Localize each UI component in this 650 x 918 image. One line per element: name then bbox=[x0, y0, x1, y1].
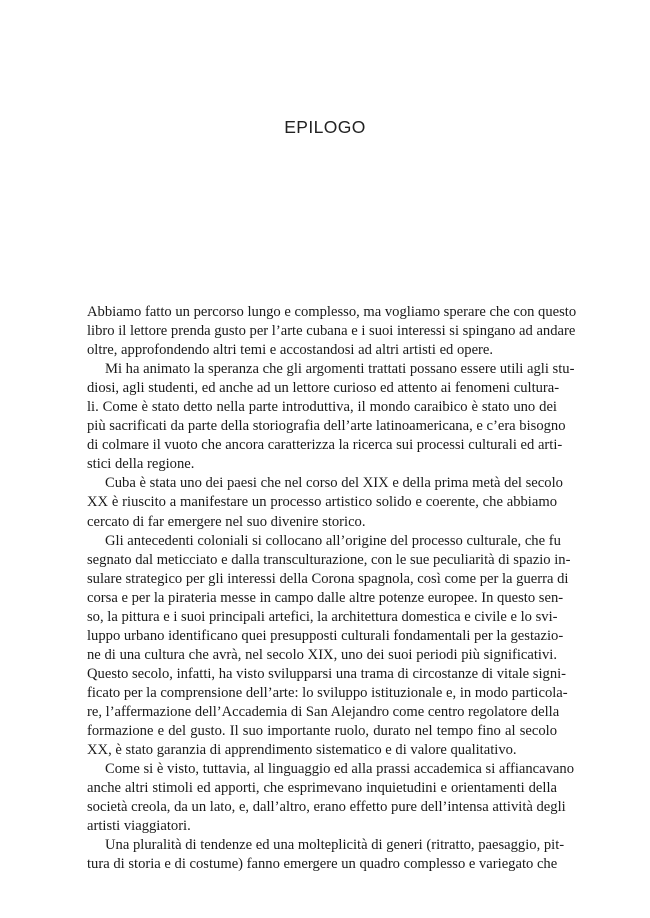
text-line: Come si è visto, tuttavia, al linguaggio ed alla prassi accademica si affiancavano bbox=[105, 761, 575, 778]
text-line: di colmare il vuoto che ancora caratterizza la ricerca sui processi culturali ed arti- bbox=[87, 437, 563, 454]
text-line: libro il lettore prenda gusto per l’arte cubana e i suoi interessi si spingano ad andare bbox=[87, 323, 576, 340]
text-line: Cuba è stata uno dei paesi che nel corso del XIX e della prima metà del secolo bbox=[105, 475, 563, 492]
chapter-title: EPILOGO bbox=[284, 117, 366, 137]
text-line: ne di una cultura che avrà, nel secolo XIX, uno dei suoi periodi più significativi. bbox=[87, 646, 557, 663]
text-line: tura di storia e di costume) fanno emergere un quadro complesso e variegato che bbox=[87, 856, 558, 873]
text-line: più sacrificati da parte della storiografia dell’arte latinoamericana, e c’era bisogno bbox=[87, 418, 566, 435]
text-line: formazione e del gusto. Il suo importante ruolo, durato nel tempo fino al secolo bbox=[87, 723, 557, 740]
text-line: Questo secolo, infatti, ha visto svilupparsi una trama di circostanze di vitale signi- bbox=[87, 665, 567, 682]
text-line: XX è riuscito a manifestare un processo artistico solido e coerente, che abbiamo bbox=[87, 494, 557, 511]
text-line: stici della regione. bbox=[87, 456, 195, 473]
text-line: luppo urbano identificano quei presupposti culturali fondamentali per la gestazio- bbox=[87, 627, 564, 644]
text-line: li. Come è stato detto nella parte introduttiva, il mondo caraibico è stato uno dei bbox=[87, 399, 557, 416]
text-line: corsa e per la pirateria messe in campo dalle altre potenze europee. In questo sen- bbox=[87, 589, 564, 606]
text-line: Gli antecedenti coloniali si collocano all’origine del processo culturale, che fu bbox=[105, 532, 561, 549]
text-line: Abbiamo fatto un percorso lungo e complesso, ma vogliamo sperare che con questo bbox=[87, 304, 577, 320]
text-line: ficato per la comprensione dell’arte: lo sviluppo istituzionale e, in modo particola- bbox=[87, 684, 568, 701]
text-line: anche altri stimoli ed apporti, che esprimevano inquietudini e orientamenti della bbox=[87, 780, 557, 797]
text-line: re, l’affermazione dell’Accademia di San Alejandro come centro regolatore della bbox=[87, 703, 560, 720]
text-line: cercato di far emergere nel suo divenire storico. bbox=[87, 513, 366, 530]
text-line: Mi ha animato la speranza che gli argomenti trattati possano essere utili agli stu- bbox=[105, 361, 575, 378]
text-line: società creola, da un lato, e, dall’altro, erano effetto pure dell’intensa attività degli bbox=[87, 799, 566, 816]
text-line: segnato dal meticciato e dalla transculturazione, con le sue peculiarità di spazio in- bbox=[87, 551, 571, 568]
text-line: artisti viaggiatori. bbox=[87, 818, 191, 835]
text-line: so, la pittura e i suoi principali artefici, la architettura domestica e civile e lo svi- bbox=[87, 608, 558, 625]
text-line: oltre, approfondendo altri temi e accostandosi ad altri artisti ed opere. bbox=[87, 342, 494, 359]
text-line: diosi, agli studenti, ed anche ad un lettore curioso ed attento ai fenomeni cultura- bbox=[87, 380, 560, 397]
text-line: XX, è stato garanzia di apprendimento sistematico e di valore qualitativo. bbox=[87, 742, 517, 759]
body-text bbox=[87, 303, 577, 874]
text-line: Una pluralità di tendenze ed una molteplicità di generi (ritratto, paesaggio, pit- bbox=[105, 837, 565, 854]
text-line: sulare strategico per gli interessi della Corona spagnola, così come per la guerra di bbox=[87, 570, 569, 587]
